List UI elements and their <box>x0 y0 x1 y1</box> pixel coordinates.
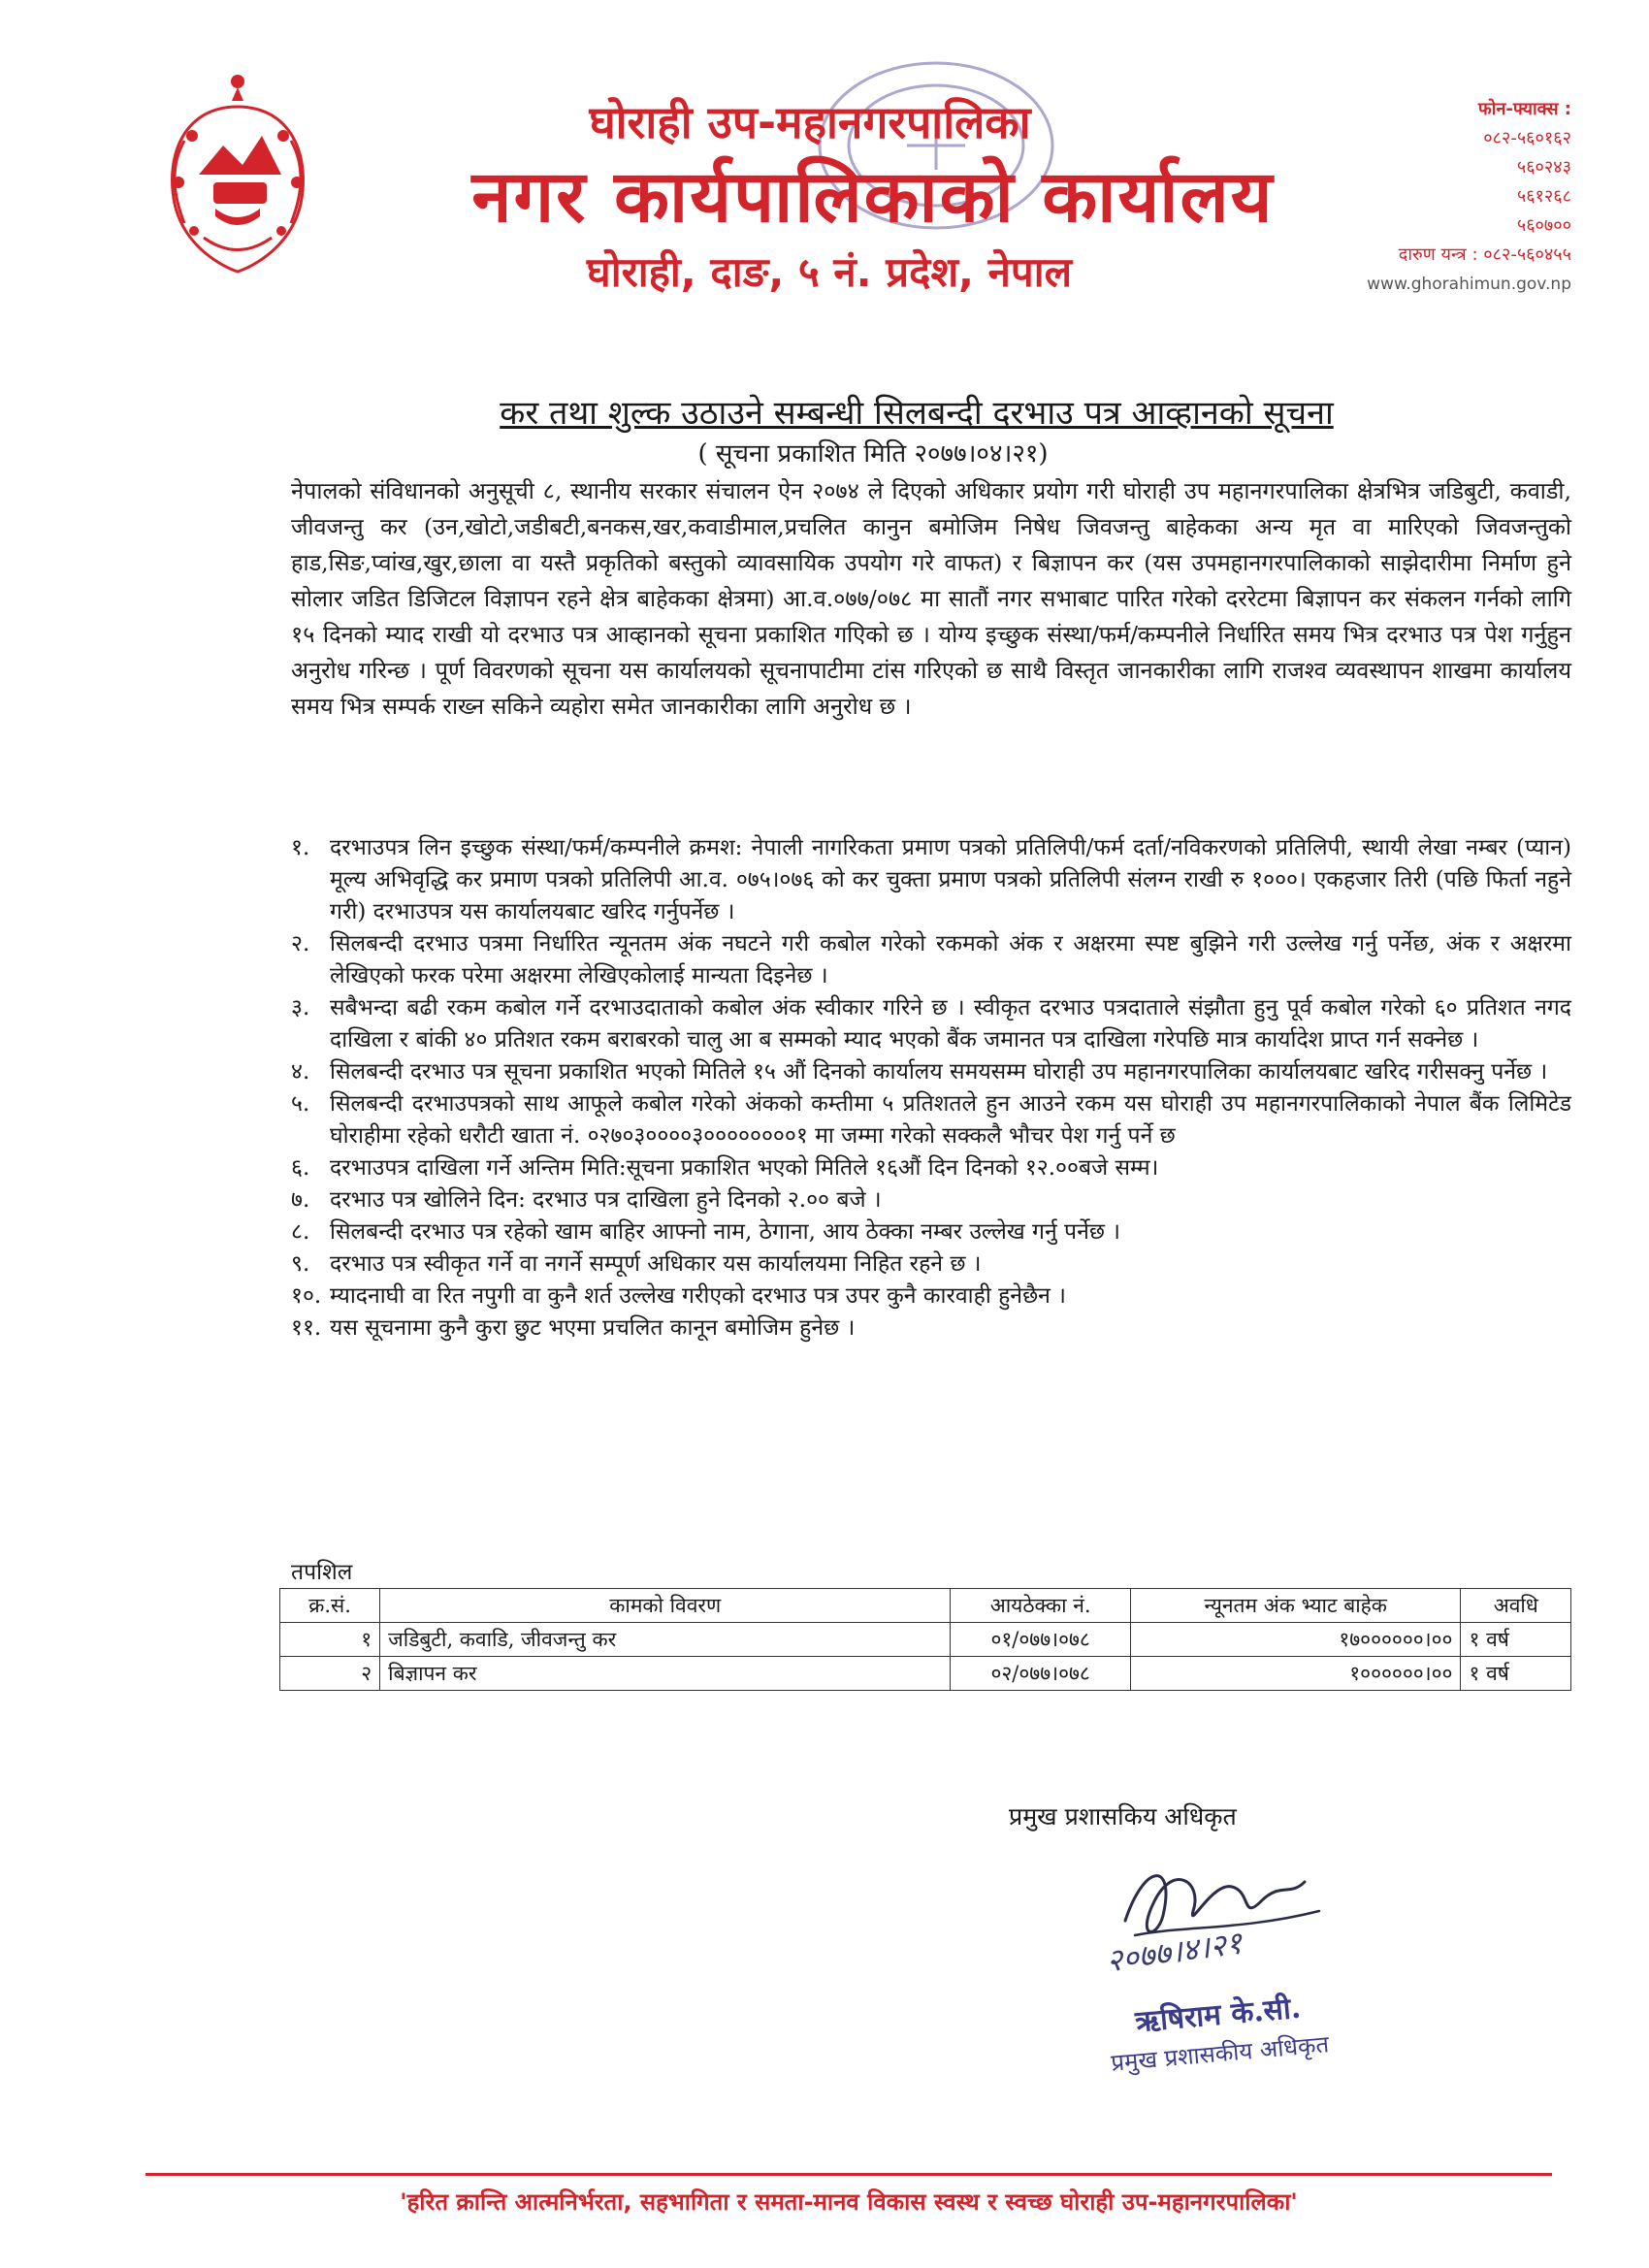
condition-text: दरभाउपत्र लिन इच्छुक संस्था/फर्म/कम्पनीले क्रमश: नेपाली नागरिकता प्रमाण पत्रको प्रतिलिपी/फर्म दर्ता/नविकरणको प्रतिलिपी, स्थायी लेखा नम्बर (प्यान) मूल्य अभिवृद्धि कर प्रमाण पत्रको प्रतिलिपी आ.व. ०७५।०७६ को कर चुक्ता प्रमाण पत्रको प्रतिलिपी संलग्न राखी रु १०००। एकहजार तिरी (पछि फिर्ता नहुने गरी) दरभाउपत्र यस कार्यालयबाट खरिद गर्नुपर्नेछ । <box>330 835 1571 924</box>
table-cell: बिज्ञापन कर <box>380 1657 951 1691</box>
phone-number: ५६०२४३ <box>1516 157 1571 178</box>
condition-text: म्यादनाघी वा रित नपुगी वा कुनै शर्त उल्लेख गरीएको दरभाउ पत्र उपर कुनै कारवाही हुनेछैन । <box>330 1283 1066 1309</box>
condition-text: दरभाउ पत्र खोलिने दिन: दरभाउ पत्र दाखिला हुने दिनको २.०० बजे । <box>330 1187 882 1213</box>
condition-text: दरभाउ पत्र स्वीकृत गर्ने वा नगर्ने सम्पूर्ण अधिकार यस कार्यालयमा निहित रहने छ । <box>330 1251 982 1277</box>
footer-divider <box>146 2173 1552 2176</box>
stamp-designation: प्रमुख प्रशासकीय अधिकृत <box>1110 2030 1331 2077</box>
condition-number: ९. <box>291 1251 310 1277</box>
column-header: क्र.सं. <box>280 1589 380 1623</box>
signature-date: २०७७।४।२१ <box>1104 1924 1245 1980</box>
municipality-name: घोराही उप-महानगरपालिका <box>589 96 1031 148</box>
footer-slogan: 'हरित क्रान्ति आत्मनिर्भरता, सहभागिता र समता-मानव विकास स्वस्थ र स्वच्छ घोराही उप-महानगरपालिका' <box>400 2188 1298 2216</box>
condition-text: सिलबन्दी दरभाउ पत्रमा निर्धारित न्यूनतम अंक नघटने गरी कबोल गरेको रकमको अंक र अक्षरमा स्पष्ट बुझिने गरी उल्लेख गर्नु पर्नेछ, अंक र अक्षरमा लेखिएको फरक परेमा अक्षरमा लेखिएकोलाई मान्यता दिइनेछ । <box>330 931 1571 988</box>
column-header: आयठेक्का नं. <box>951 1589 1131 1623</box>
notice-intro: नेपालको संविधानको अनुसूची ८, स्थानीय सरकार संचालन ऐन २०७४ ले दिएको अधिकार प्रयोग गरी घोराही उप महानगरपालिका क्षेत्रभित्र जडिबुटी, कवाडी, जीवजन्तु कर (उन,खोटो,जडीबटी,बनकस,खर,कवाडीमाल,प्रचलित कानुन बमोजिम निषेध जिवजन्तु बाहेकका अन्य मृत वा मारिएको जिवजन्तुको हाड,सिङ,प्वांख,खुर,छाला वा यस्तै प्रकृतिको बस्तुको व्यावसायिक उपयोग गरे वाफत) र बिज्ञापन कर (यस उपमहानगरपालिकाको साझेदारीमा निर्माण हुने सोलार जडित डिजिटल विज्ञापन रहने क्षेत्र बाहेकका क्षेत्रमा) आ.व.०७७/०७८ मा सातौं नगर सभाबाट पारित गरेको दररेटमा बिज्ञापन कर संकलन गर्नको लागि १५ दिनको म्याद राखी यो दरभाउ पत्र आव्हानको सूचना प्रकाशित गएिको छ । योग्य इच्छुक संस्था/फर्म/कम्पनीले निर्धारित समय भित्र दरभाउ पत्र पेश गर्नुहुन अनुरोध गरिन्छ । पूर्ण विवरणको सूचना यस कार्यालयको सूचनापाटीमा टांस गरिएको छ साथै विस्तृत जानकारीका लागि राजश्व व्यवस्थापन शाखमा कार्यालय समय भित्र सम्पर्क राख्न सकिने व्यहोरा समेत जानकारीका लागि अनुरोध छ । <box>291 477 1571 720</box>
fire-label: दारुण यन्त्र : <box>1398 244 1478 265</box>
phone-number: ०८२-५६०१६२ <box>1483 128 1571 148</box>
phone-number: ५६०७०० <box>1516 215 1571 236</box>
condition-number: ४. <box>291 1059 310 1085</box>
table-header-row <box>280 1589 1571 1623</box>
table-cell: १७००००००।०० <box>1131 1623 1461 1657</box>
condition-item <box>291 1056 1571 1088</box>
column-header: कामको विवरण <box>380 1589 951 1623</box>
table-cell: १ वर्ष <box>1461 1623 1571 1657</box>
condition-item <box>291 992 1571 1056</box>
condition-item <box>291 1248 1571 1280</box>
condition-text: सिलबन्दी दरभाउ पत्र सूचना प्रकाशित भएको मितिले १५ औं दिनको कार्यालय समयसम्म घोराही उप महानगरपालिका कार्यालयबाट खरिद गरीसक्नु पर्नेछ । <box>330 1059 1548 1085</box>
fire-contact <box>1319 241 1571 270</box>
schedule-label: तपशिल <box>291 1560 353 1585</box>
phone-fax-label: फोन-फ्याक्स : <box>1477 99 1571 119</box>
condition-text: यस सूचनामा कुनै कुरा छुट भएमा प्रचलित कानून बमोजिम हुनेछ । <box>330 1315 856 1341</box>
table-cell: ०१/०७७।०७८ <box>951 1623 1131 1657</box>
condition-item <box>291 1088 1571 1152</box>
table-row <box>280 1623 1571 1657</box>
condition-number: ५. <box>291 1091 310 1117</box>
table-cell: ०२/०७७।०७८ <box>951 1657 1131 1691</box>
condition-item <box>291 1312 1571 1345</box>
condition-item <box>291 1216 1571 1248</box>
website-link[interactable]: www.ghorahimun.gov.np <box>1367 275 1571 294</box>
condition-item <box>291 1280 1571 1312</box>
notice-title: कर तथा शुल्क उठाउने सम्बन्धी सिलबन्दी दरभाउ पत्र आव्हानको सूचना <box>500 394 1334 433</box>
table-cell: २ <box>280 1657 380 1691</box>
condition-number: ८. <box>291 1219 310 1245</box>
office-address: घोराही, दाङ, ५ नं. प्रदेश, नेपाल <box>586 248 1073 296</box>
condition-number: ३. <box>291 995 310 1021</box>
masthead <box>388 92 1358 304</box>
table-cell: १ <box>280 1623 380 1657</box>
published-date: ( सूचना प्रकाशित मिति २०७७।०४।२१) <box>697 439 1049 469</box>
conditions-list <box>291 832 1571 1345</box>
condition-item <box>291 1184 1571 1216</box>
condition-text: सिलबन्दी दरभाउपत्रको साथ आफूले कबोल गरेको अंकको कम्तीमा ५ प्रतिशतले हुन आउने रकम यस घोराही उप महानगरपालिकाको नेपाल बैंक लिमिटेड घोराहीमा रहेको धरौटी खाता नं. ०२७०३००००३००००००००१ मा जम्मा गरेको सक्कलै भौचर पेश गर्नु पर्ने छ <box>330 1091 1571 1149</box>
table-row <box>280 1657 1571 1691</box>
stamp-name: ऋषिराम के.सी. <box>1133 1991 1303 2040</box>
condition-item <box>291 832 1571 928</box>
condition-item <box>291 928 1571 992</box>
table-cell: १००००००।०० <box>1131 1657 1461 1691</box>
condition-number: २. <box>291 931 310 956</box>
condition-text: दरभाउपत्र दाखिला गर्ने अन्तिम मिति:सूचना प्रकाशित भएको मितिले १६औं दिन दिनको १२.००बजे सम्म। <box>330 1155 1159 1181</box>
condition-number: १०. <box>291 1283 322 1309</box>
fire-number: ०८२-५६०४५५ <box>1483 244 1571 265</box>
condition-text: सबैभन्दा बढी रकम कबोल गर्ने दरभाउदाताको कबोल अंक स्वीकार गरिने छ । स्वीकृत दरभाउ पत्रदाताले संझौता हुनु पूर्व कबोल गरेको ६० प्रतिशत नगद दाखिला र बांकी ४० प्रतिशत रकम बराबरको चालु आ ब सम्मको म्याद भएको बैंक जमानत पत्र दाखिला गरेपछि मात्र कार्यादेश प्राप्त गर्न सक्नेछ । <box>330 995 1571 1053</box>
schedule-table <box>279 1588 1571 1691</box>
condition-number: १. <box>291 835 310 860</box>
column-header: न्यूनतम अंक भ्याट बाहेक <box>1131 1589 1461 1623</box>
contact-block <box>1319 95 1571 299</box>
condition-item <box>291 1152 1571 1184</box>
phone-number: ५६१२६८ <box>1516 186 1571 207</box>
condition-number: ७. <box>291 1187 310 1213</box>
condition-number: ६. <box>291 1155 310 1181</box>
signatory-designation: प्रमुख प्रशासकिय अधिकृत <box>1009 1802 1237 1831</box>
column-header: अवधि <box>1461 1589 1571 1623</box>
table-cell: जडिबुटी, कवाडि, जीवजन्तु कर <box>380 1623 951 1657</box>
condition-text: सिलबन्दी दरभाउ पत्र रहेको खाम बाहिर आफ्नो नाम, ठेगाना, आय ठेक्का नम्बर उल्लेख गर्नु पर्नेछ । <box>330 1219 1121 1245</box>
condition-number: ११. <box>291 1315 322 1341</box>
office-name: नगर कार्यपालिकाको कार्यालय <box>471 155 1275 239</box>
table-cell: १ वर्ष <box>1461 1657 1571 1691</box>
